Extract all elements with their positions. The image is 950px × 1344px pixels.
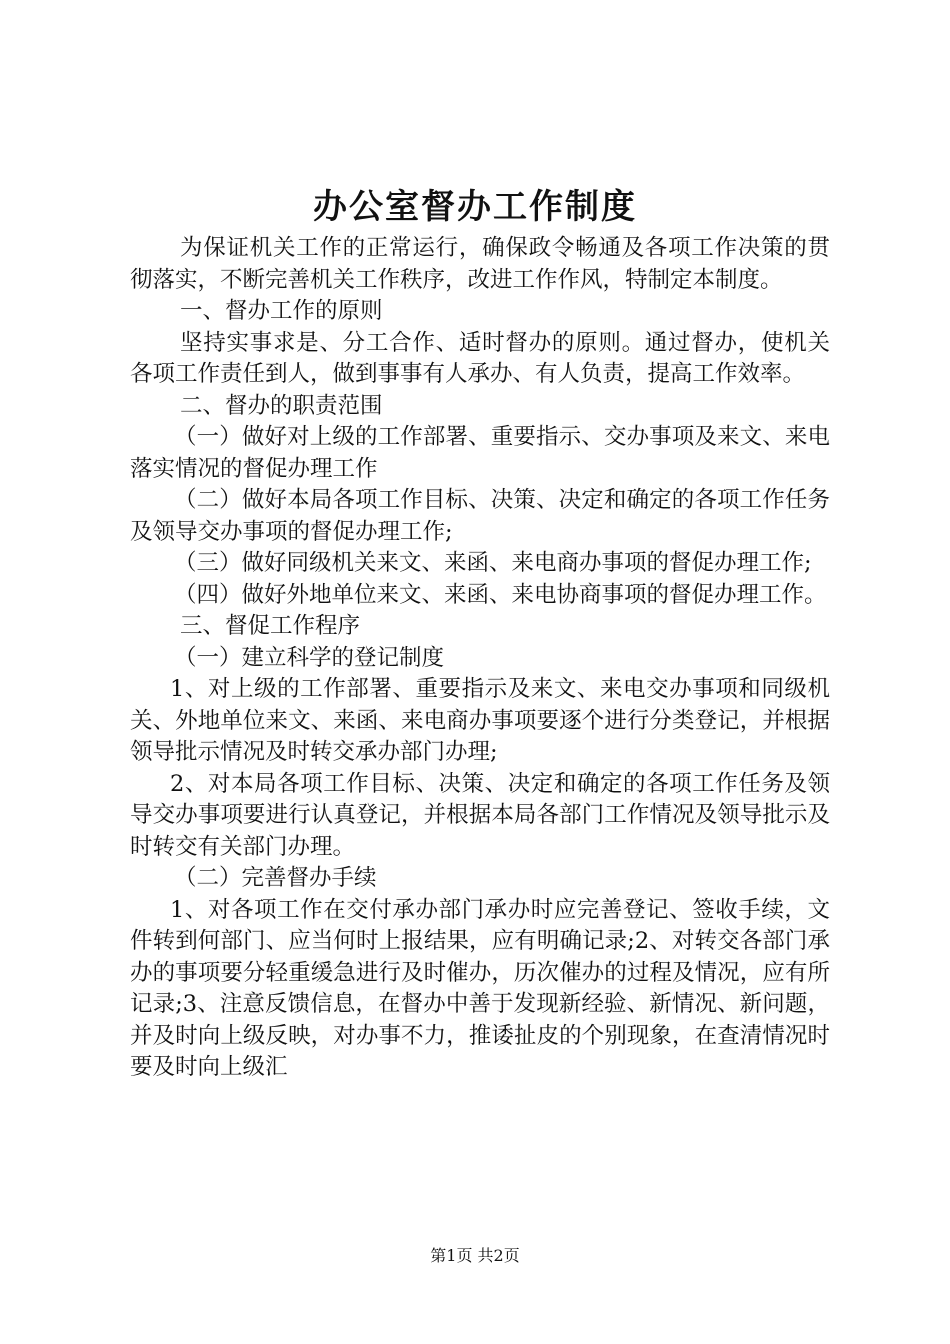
section-heading-3: 三、督促工作程序 bbox=[180, 613, 361, 639]
section-heading-1: 一、督办工作的原则 bbox=[180, 298, 383, 324]
intro-paragraph: 为保证机关工作的正常运行，确保政令畅通及各项工作决策的贯彻落实，不断完善机关工作秩序，改进工作作风，特制定本制度。 bbox=[130, 235, 830, 293]
scope-item-2: （二）做好本局各项工作目标、决策、决定和确定的各项工作任务及领导交办事项的督促办理工作; bbox=[130, 487, 830, 545]
subsection-heading-2: （二）完善督办手续 bbox=[174, 865, 377, 891]
procedure-item-1: 1、对上级的工作部署、重要指示及来文、来电交办事项和同级机关、外地单位来文、来函、来电商办事项要逐个进行分类登记，并根据领导批示情况及时转交承办部门办理; bbox=[130, 676, 830, 765]
subsection-heading-1: （一）建立科学的登记制度 bbox=[174, 644, 445, 671]
page-footer: 第1页 共2页 bbox=[430, 1246, 520, 1265]
procedure-item-3: 1、对各项工作在交付承办部门承办时应完善登记、签收手续，文件转到何部门、应当何时上报结果，应有明确记录;2、对转交各部门承办的事项要分轻重缓急进行及时催办，历次催办的过程及情况，应有所记录;3、注意反馈信息，在督办中善于发现新经验、新情况、新问题，并及时向上级反映，对办事不力，推诿扯皮的个别现象，在查清情况时要及时向上级汇 bbox=[130, 896, 830, 1080]
document-body bbox=[130, 233, 830, 1084]
scope-item-4: （四）做好外地单位来文、来函、来电协商事项的督促办理工作。 bbox=[174, 581, 827, 608]
scope-item-1: （一）做好对上级的工作部署、重要指示、交办事项及来文、来电落实情况的督促办理工作 bbox=[130, 424, 830, 482]
section-heading-2: 二、督办的职责范围 bbox=[180, 392, 383, 419]
procedure-item-2: 2、对本局各项工作目标、决策、决定和确定的各项工作任务及领导交办事项要进行认真登记，并根据本局各部门工作情况及领导批示及时转交有关部门办理。 bbox=[130, 770, 830, 860]
document-title: 办公室督办工作制度 bbox=[313, 187, 637, 227]
scope-item-3: （三）做好同级机关来文、来函、来电商办事项的督促办理工作; bbox=[174, 550, 812, 576]
paragraph-principle: 坚持实事求是、分工合作、适时督办的原则。通过督办，使机关各项工作责任到人，做到事事有人承办、有人负责，提高工作效率。 bbox=[130, 329, 830, 387]
